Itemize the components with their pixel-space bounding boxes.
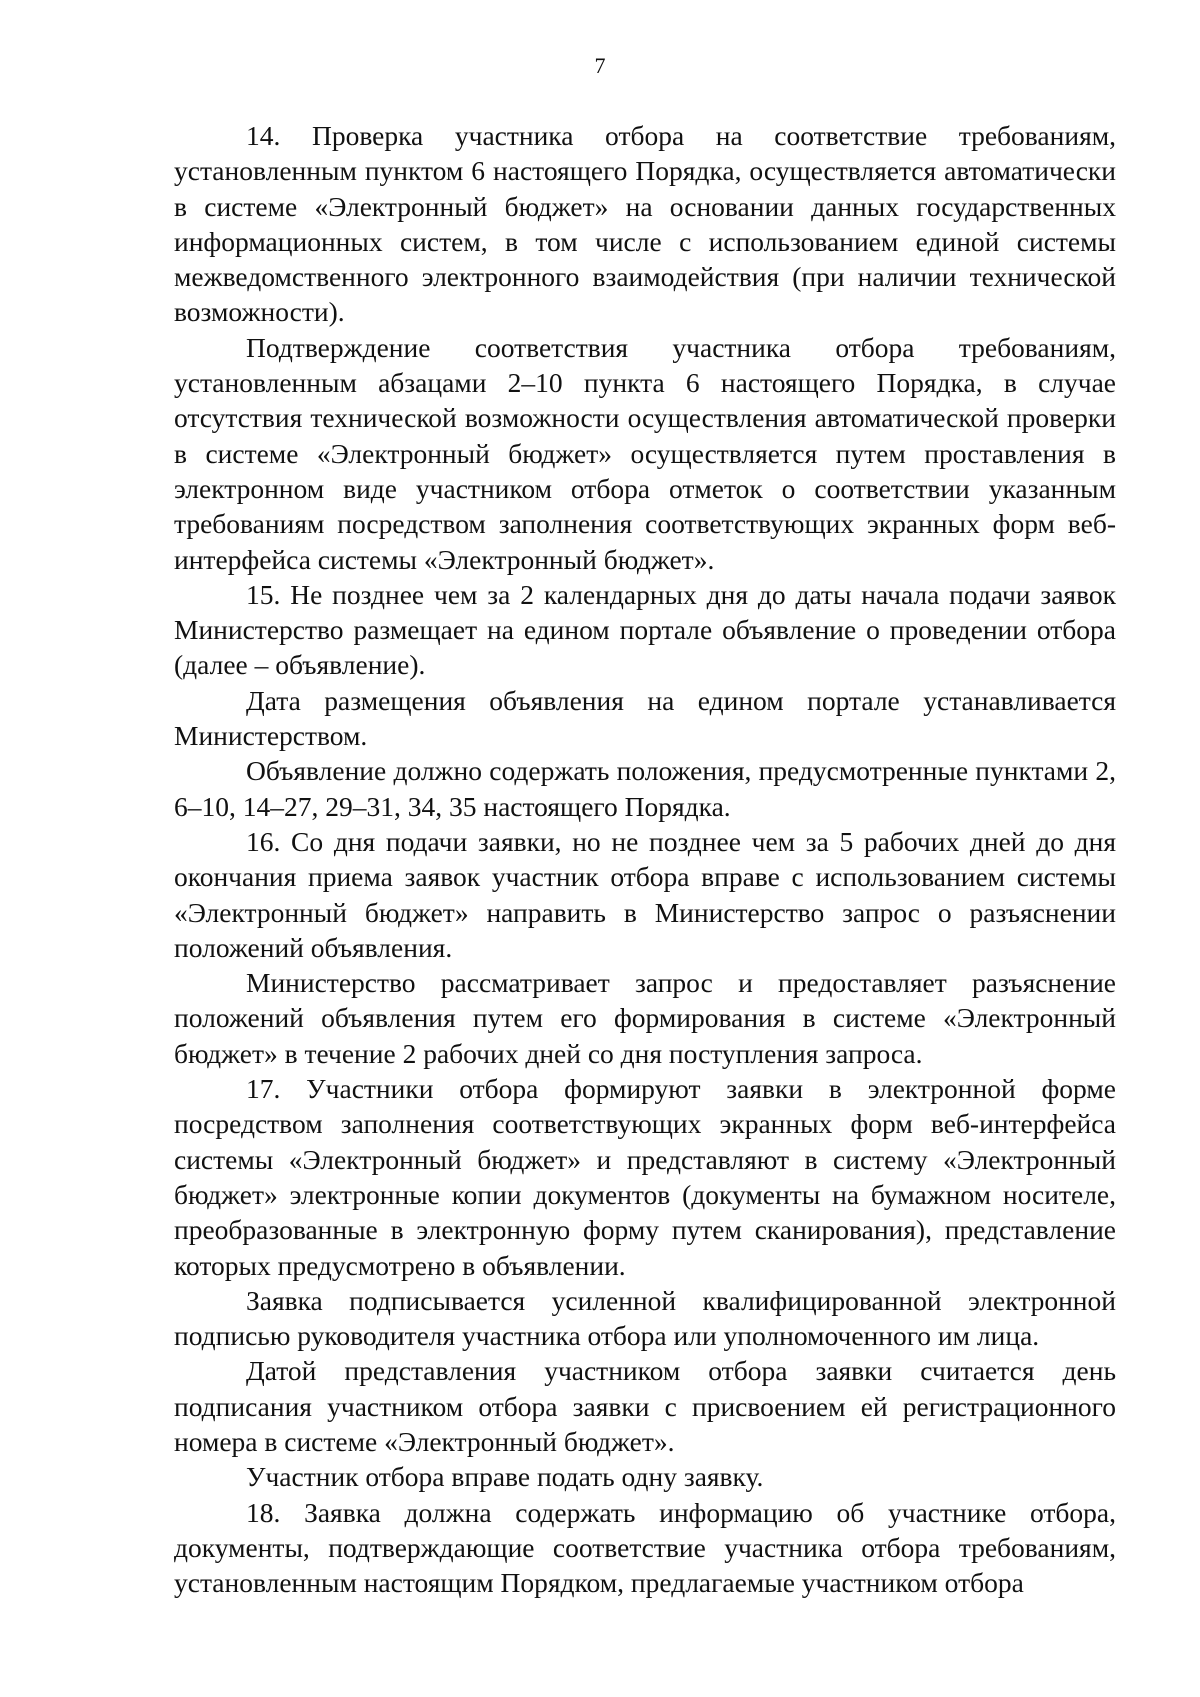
paragraph-17-date: Датой представления участником отбора заявки считается день подписания участником отбора заявки с присвоением ей регистрационного номера в системе «Электронный бюджет». xyxy=(174,1355,1116,1457)
paragraph-15: 15. Не позднее чем за 2 календарных дня до даты начала подачи заявок Министерство размещает на едином портале объявление о проведении отбора (далее – объявление). xyxy=(174,578,1116,681)
paragraph-17-single-application: Участник отбора вправе подать одну заявку. xyxy=(246,1461,764,1493)
paragraph-14-confirmation: Подтверждение соответствия участника отбора требованиям, установленным абзацами 2–10 пункта 6 настоящего Порядка, в случае отсутствия технической возможности осуществления автоматической проверки в системе «Электронный бюджет» осуществляется путем проставления в электронном виде участником отбора отметок о соответствии указанным требованиям посредством заполнения соответствующих экранных форм веб-интерфейса системы «Электронный бюджет». xyxy=(174,331,1116,575)
paragraph-14: 14. Проверка участника отбора на соответствие требованиям, установленным пунктом 6 настоящего Порядка, осуществляется автоматически в системе «Электронный бюджет» на основании данных государственных информационных систем, в том числе с использованием единой системы межведомственного электронного взаимодействия (при наличии технической возможности). xyxy=(174,120,1116,328)
paragraph-17: 17. Участники отбора формируют заявки в электронной форме посредством заполнения соответствующих экранных форм веб-интерфейса системы «Электронный бюджет» и представляют в систему «Электронный бюджет» электронные копии документов (документы на бумажном носителе, преобразованные в электронную форму путем сканирования), представление которых предусмотрено в объявлении. xyxy=(174,1073,1116,1281)
paragraph-16-response: Министерство рассматривает запрос и предоставляет разъяснение положений объявления путем его формирования в системе «Электронный бюджет» в течение 2 рабочих дней со дня поступления запроса. xyxy=(174,967,1116,1069)
paragraph-18: 18. Заявка должна содержать информацию об участнике отбора, документы, подтверждающие соответствие участника отбора требованиям, установленным настоящим Порядком, предлагаемые участником отбора xyxy=(174,1496,1116,1599)
page-number: 7 xyxy=(594,53,606,78)
paragraph-15-date: Дата размещения объявления на едином портале устанавливается Министерством. xyxy=(174,684,1116,752)
document-body xyxy=(174,118,1116,1600)
paragraph-17-signature: Заявка подписывается усиленной квалифицированной электронной подписью руководителя участника отбора или уполномоченного им лица. xyxy=(174,1284,1116,1352)
paragraph-16: 16. Со дня подачи заявки, но не позднее чем за 5 рабочих дней до дня окончания приема заявок участник отбора вправе с использованием системы «Электронный бюджет» направить в Министерство запрос о разъяснении положений объявления. xyxy=(174,825,1116,963)
paragraph-15-content: Объявление должно содержать положения, предусмотренные пунктами 2, 6–10, 14–27, 29–31, 34, 35 настоящего Порядка. xyxy=(174,755,1116,822)
